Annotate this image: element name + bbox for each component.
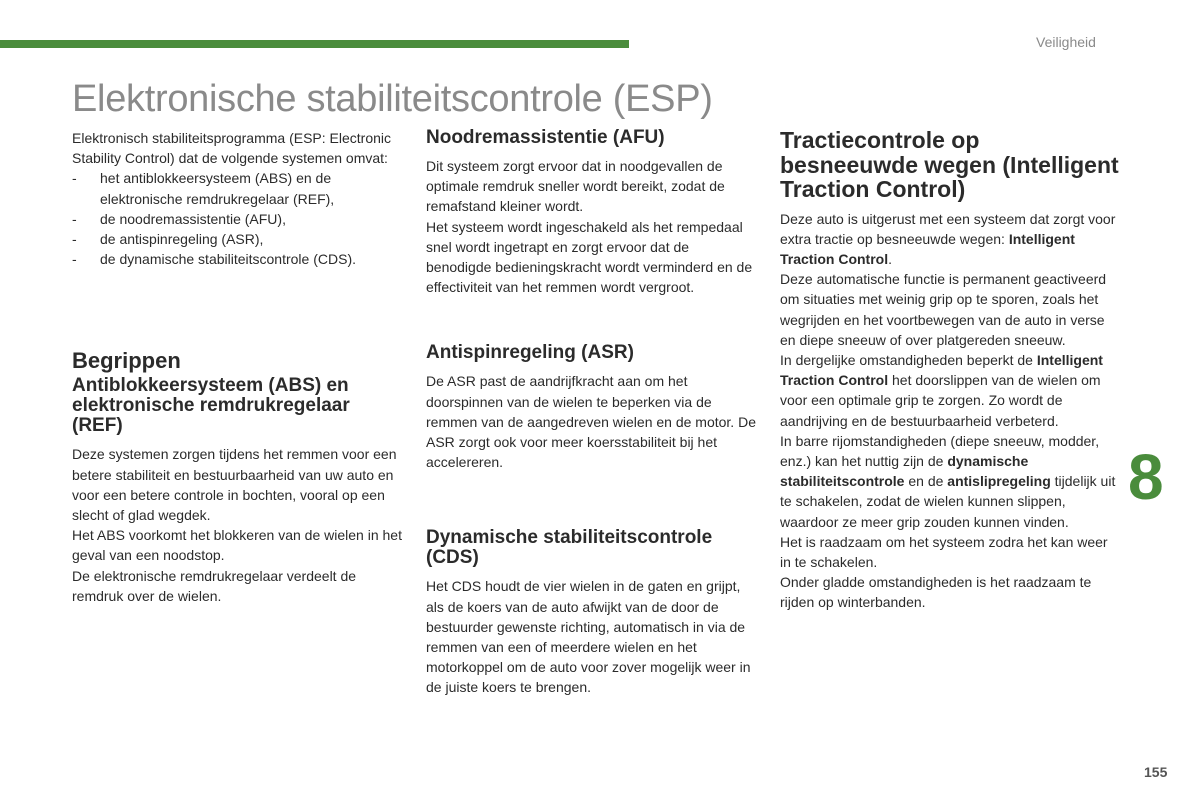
- traction-heading: Tractiecontrole op besneeuwde wegen (Intelligent Traction Control): [780, 127, 1119, 202]
- list-item: - de dynamische stabiliteitscontrole (CDS).: [72, 249, 402, 269]
- cds-body: Het CDS houdt de vier wielen in de gaten en grijpt, als de koers van de auto afwijkt van de door de bestuurder gewenste richting, automatisch in via de remmen van een of meerdere wielen en het motorkoppel om de auto voor zover mogelijk weer in de juiste koers te brengen.: [426, 578, 751, 696]
- column-right: [780, 128, 1120, 613]
- page-title: Elektronische stabiliteitscontrole (ESP): [72, 78, 713, 120]
- list-item: - de antispinregeling (ASR),: [72, 229, 402, 249]
- emphasis-text: dynamische stabiliteitscontrole: [780, 452, 1029, 490]
- text-run: In barre rijomstandigheden (diepe sneeuw, modder, enz.) kan het nuttig zijn de: [780, 432, 1100, 469]
- traction-p1: [780, 209, 1120, 270]
- cds-heading: Dynamische stabiliteitscontrole (CDS): [426, 527, 713, 569]
- asr-body: De ASR past de aandrijfkracht aan om het doorspinnen van de wielen te beperken via de remmen van de aangedreven wielen en de motor. De ASR zorgt ook voor meer koersstabiliteit bij het accelereren.: [426, 373, 756, 471]
- systems-list: [72, 168, 402, 269]
- traction-p3: [780, 350, 1120, 431]
- afu-body: Dit systeem zorgt ervoor dat in noodgevallen de optimale remdruk sneller wordt bereikt, zodat de remafstand kleiner wordt. Het systeem wordt ingeschakeld als het rempedaal snel wordt ingetrapt en zorgt ervoor dat de benodigde bedieningskracht wordt verminderd en de effectiviteit van het remmen wordt vergroot.: [426, 158, 753, 296]
- emphasis-text: Intelligent Traction Control: [780, 230, 1075, 267]
- text-run: het doorslippen van de wielen om voor een optimale grip te zorgen. Zo wordt de aandrijving en de bestuurbaarheid verbeterd.: [780, 372, 1101, 429]
- emphasis-text: antislipregeling: [947, 473, 1051, 490]
- page-number: 155: [1144, 764, 1168, 780]
- text-run: In dergelijke omstandigheden beperkt de: [780, 351, 1037, 368]
- header-accent-bar: [0, 40, 629, 48]
- text-run: tijdelijk uit te schakelen, zodat de wielen kunnen slippen, waardoor ze meer grip zouden kunnen vinden.: [780, 473, 1116, 530]
- abs-body: Deze systemen zorgen tijdens het remmen voor een betere stabiliteit en bestuurbaarheid van uw auto en voor een betere controle in bochten, vooral op een slecht of glad wegdek. Het ABS voorkomt het blokkeren van de wielen in het geval van een noodstop. De elektronische remdrukregelaar verdeelt de remdruk over de wielen.: [72, 446, 402, 604]
- chapter-number: 8: [1128, 441, 1164, 513]
- list-item: - de noodremassistentie (AFU),: [72, 209, 402, 229]
- list-item: - het antiblokkeersysteem (ABS) en de elektronische remdrukregelaar (REF),: [72, 168, 402, 208]
- abs-heading: Antiblokkeersysteem (ABS) en elektronische remdrukregelaar (REF): [72, 375, 350, 437]
- traction-p2: Deze automatische functie is permanent geactiveerd om situaties met weinig grip op te sporen, zoals het wegrijden en het voortbewegen van de auto in verse en diepe sneeuw of over platgereden sneeuw.: [780, 271, 1107, 348]
- afu-heading: Noodremassistentie (AFU): [426, 127, 665, 148]
- text-run: en de: [904, 473, 948, 490]
- emphasis-text: Intelligent Traction Control: [780, 351, 1103, 389]
- section-label: Veiligheid: [1036, 34, 1096, 50]
- traction-p4: [780, 431, 1120, 532]
- traction-p5: Het is raadzaam om het systeem zodra het kan weer in te schakelen.: [780, 533, 1108, 570]
- text-run: Deze auto is uitgerust met een systeem dat zorgt voor extra tractie op besneeuwde wegen:: [780, 210, 1116, 247]
- begrippen-heading: Begrippen: [72, 348, 181, 374]
- traction-p6: Onder gladde omstandigheden is het raadzaam te rijden op winterbanden.: [780, 574, 1092, 611]
- text-run: .: [888, 250, 893, 267]
- intro-paragraph: Elektronisch stabiliteitsprogramma (ESP: Electronic Stability Control) dat de volgende systemen omvat:: [72, 130, 392, 167]
- column-left: [72, 128, 402, 606]
- column-middle: [426, 128, 756, 698]
- asr-heading: Antispinregeling (ASR): [426, 342, 634, 364]
